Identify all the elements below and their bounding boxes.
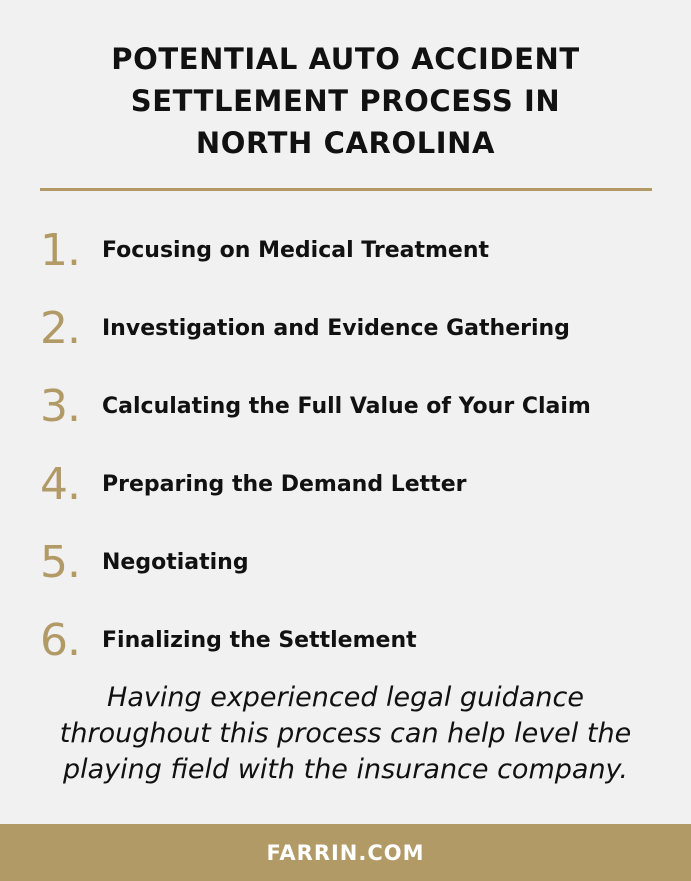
step-item (40, 368, 660, 446)
step-label: Calculating the Full Value of Your Claim (102, 393, 591, 419)
step-number: 2. (40, 303, 80, 354)
step-label: Finalizing the Settlement (102, 627, 417, 653)
step-number: 6. (40, 615, 80, 666)
footer-bar (0, 824, 691, 881)
step-label: Focusing on Medical Treatment (102, 237, 490, 263)
steps-list (40, 212, 660, 680)
note-line-3: playing field with the insurance company. (62, 754, 629, 785)
title-line-1: POTENTIAL AUTO ACCIDENT (111, 42, 580, 76)
title-divider (40, 188, 652, 191)
step-item (40, 524, 660, 602)
title-line-2: SETTLEMENT PROCESS IN (130, 84, 561, 118)
step-number: 3. (40, 381, 80, 432)
step-label: Preparing the Demand Letter (102, 471, 467, 497)
website-link[interactable]: FARRIN.COM (266, 840, 425, 865)
step-number: 5. (40, 537, 80, 588)
step-number: 4. (40, 459, 80, 510)
step-label: Investigation and Evidence Gathering (102, 315, 570, 341)
title-line-3: NORTH CAROLINA (195, 126, 496, 160)
note-line-1: Having experienced legal guidance (107, 682, 584, 713)
step-label: Negotiating (102, 549, 249, 575)
step-item (40, 212, 660, 290)
step-item (40, 602, 660, 680)
page-title (0, 38, 691, 164)
closing-note (0, 680, 691, 788)
step-number: 1. (40, 225, 80, 276)
note-line-2: throughout this process can help level the (59, 718, 632, 749)
step-item (40, 290, 660, 368)
step-item (40, 446, 660, 524)
